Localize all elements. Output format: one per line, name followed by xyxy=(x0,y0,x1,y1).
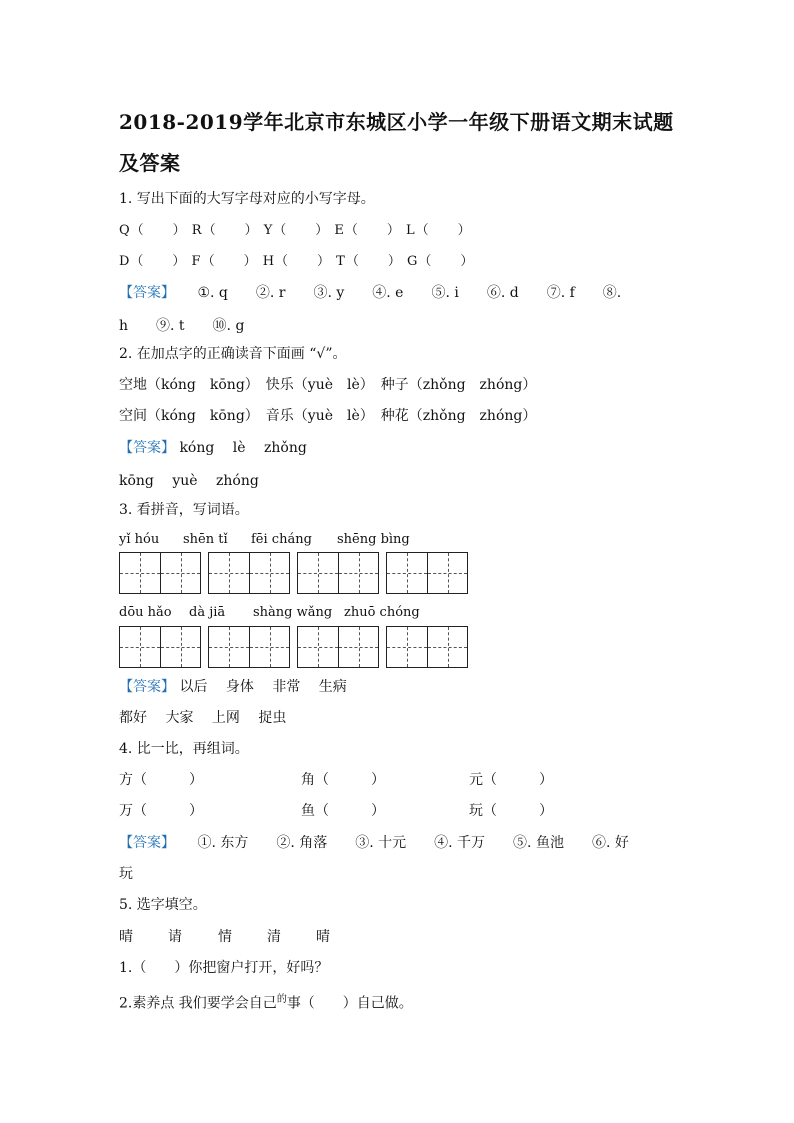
pinyin-label: yǐ hóu xyxy=(119,532,160,547)
q1-answer xyxy=(119,282,621,302)
q5-item2-post: 事（ ）自己做。 xyxy=(286,995,413,1012)
q5-item2 xyxy=(119,990,413,1013)
pinyin-label: shēn tǐ xyxy=(183,532,228,547)
writing-box[interactable] xyxy=(119,552,201,594)
q5-choice: 晴 xyxy=(316,929,330,945)
q1-row2: D（ ） F（ ） H（ ） T（ ） G（ ） xyxy=(119,254,475,269)
q5-item2-pre: 2.素养点 我们要学会自己 xyxy=(119,995,277,1012)
answer-label: 【答案】 xyxy=(119,440,175,456)
q2-row1: 空地（kóng kōng） 快乐（yuè lè） 种子（zhǒng zhóng） xyxy=(119,377,537,393)
q1-answer-line2: h ⑨. t ⑩. g xyxy=(119,318,245,334)
q2-prompt: 2. 在加点字的正确读音下面画 “√”。 xyxy=(119,346,347,362)
q5-choice: 清 xyxy=(267,929,281,945)
answer-label: 【答案】 xyxy=(119,835,175,851)
q4-prompt: 4. 比一比，再组词。 xyxy=(119,741,249,757)
writing-box[interactable] xyxy=(297,626,379,668)
pinyin-label: zhuō chóng xyxy=(344,605,420,620)
writing-box[interactable] xyxy=(208,626,290,668)
pinyin-label: shēng bìng xyxy=(337,532,410,547)
q5-choice: 请 xyxy=(168,929,182,945)
q5-item2-superscript: 的 xyxy=(276,994,287,1005)
q2-row2: 空间（kóng kōng） 音乐（yuè lè） 种花（zhǒng zhóng） xyxy=(119,408,537,424)
q2-answer xyxy=(119,437,307,457)
q4-item: 方（ ） xyxy=(119,772,203,788)
writing-grid-row1 xyxy=(119,552,468,594)
q5-choice: 情 xyxy=(218,929,232,945)
q4-answer-line2: 玩 xyxy=(119,866,133,882)
writing-box[interactable] xyxy=(208,552,290,594)
writing-box[interactable] xyxy=(119,626,201,668)
writing-box[interactable] xyxy=(386,626,468,668)
q3-answer xyxy=(119,676,347,696)
q4-item: 鱼（ ） xyxy=(301,803,385,819)
writing-box[interactable] xyxy=(386,552,468,594)
q1-row1: Q（ ） R（ ） Y（ ） E（ ） L（ ） xyxy=(119,223,472,238)
q3-answer-line1: 以后 身体 非常 生病 xyxy=(179,679,347,695)
pinyin-label: dà jiā xyxy=(189,605,226,620)
q5-choice: 晴 xyxy=(119,929,133,945)
q5-item1: 1.（ ）你把窗户打开，好吗？ xyxy=(119,960,329,976)
document-title-line1: 2018-2019学年北京市东城区小学一年级下册语文期末试题 xyxy=(119,110,674,134)
pinyin-label: shàng wǎng xyxy=(253,605,333,620)
answer-label: 【答案】 xyxy=(119,679,175,695)
q4-item: 元（ ） xyxy=(469,772,553,788)
document-title-line2: 及答案 xyxy=(119,151,181,175)
q4-item: 万（ ） xyxy=(119,803,203,819)
writing-box[interactable] xyxy=(297,552,379,594)
q4-item: 角（ ） xyxy=(301,772,385,788)
q3-prompt: 3. 看拼音，写词语。 xyxy=(119,502,249,518)
q3-answer-line2: 都好 大家 上网 捉虫 xyxy=(119,710,287,726)
q4-answer-line1: ①. 东方 ②. 角落 ③. 十元 ④. 千万 ⑤. 鱼池 ⑥. 好 xyxy=(197,835,629,851)
q4-answer xyxy=(119,832,629,852)
q5-prompt: 5. 选字填空。 xyxy=(119,897,207,913)
pinyin-label: fēi cháng xyxy=(251,532,312,547)
pinyin-label: dōu hǎo xyxy=(119,605,172,620)
q2-answer-line2: kōng yuè zhóng xyxy=(119,473,259,489)
writing-grid-row2 xyxy=(119,626,468,668)
q1-answer-line1: ①. q ②. r ③. y ④. e ⑤. i ⑥. d ⑦. f ⑧. xyxy=(197,285,622,301)
q4-item: 玩（ ） xyxy=(469,803,553,819)
q2-answer-line1: kóng lè zhǒng xyxy=(179,440,307,456)
answer-label: 【答案】 xyxy=(119,285,175,301)
q1-prompt: 1. 写出下面的大写字母对应的小写字母。 xyxy=(119,191,375,207)
